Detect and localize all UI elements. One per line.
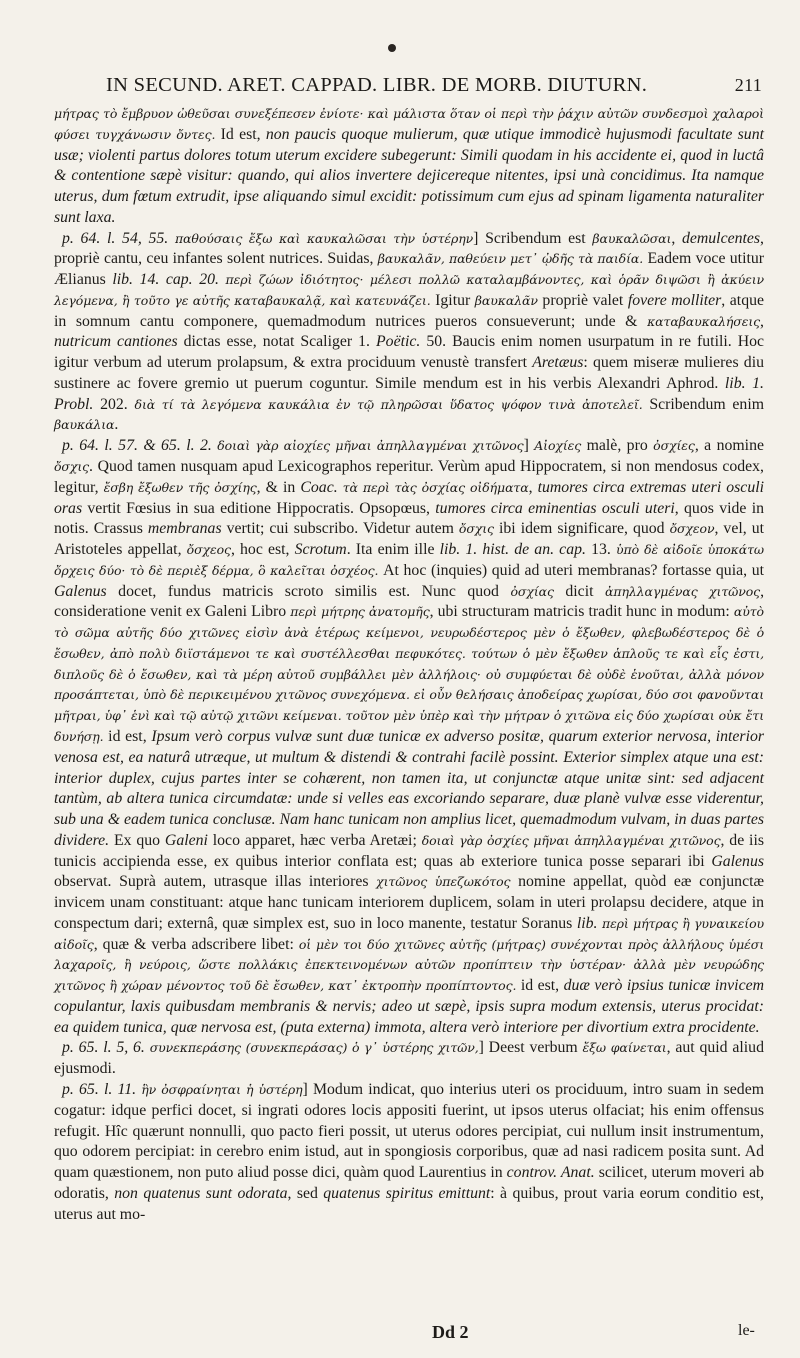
greek-quotation: αὐτὸ τὸ σῶμα αὐτῆς δύο χιτῶνες εἰσὶν ἀνὰ ἑτέρως κείμενοι, νευρωδέστερος μὲν ὁ ἔξωθεν, φλεβωδέστερος δὲ ὁ ἔσωθεν, ἀπὸ πολὺ διϊστάμενοι τε καὶ συστέλλεσθαι πεφυκότες. τούτων ὁ μὲν ἔξωθεν ἁπλοῦς τε καὶ εἷς ἐστι, διπλοῦς δὲ ὁ ἔσωθεν, καὶ τὰ μέρη αὐτοῦ συμβάλλει μὲν ἀλλήλοις· οὐ συμφύεται δὲ οὐδὲ ἑνοῦται, ἀλλὰ μόνον προσάπτεται, ὑπὸ δὲ περικειμένου χιτῶνος συνεχόμενα. εἰ οὖν θελήσαις ἀποδείρας χωρίσαι, δύο σοι φανοῦνται μῆτραι, ὑφ᾽ ἑνὶ καὶ τῷ αὐτῷ χιτῶνι κείμεναι. τοῦτον μὲν ὑπὲρ καὶ τὴν μήτραν ὁ χιτῶνα εἰς δύο χωρίσαι οὐκ ἔτι δυνήσῃ. [54,604,764,744]
greek-quotation: ἣν ὀσφραίνηται ἡ ὑστέρη [141,1081,303,1097]
greek-quotation: ἔσβη ἔξωθεν τῆς ὀσχίης [103,479,257,495]
text-run: Eadem voce utitur Ælianus [54,250,765,289]
running-head [106,74,770,97]
annotation-paragraph [54,1080,764,1225]
italic-text: Galenus [711,852,764,870]
italic-text: p. 65. l. 11. [62,1080,142,1098]
text-run: , a nomine [694,437,764,455]
text-run: , quæ & verba adscribere libet: [93,935,299,953]
text-run [219,271,226,288]
text-run: ] [523,437,535,455]
text-run: . [114,416,119,434]
text-run: , consideratione venit ex Galeni Libro [54,582,765,621]
text-run: loco apparet, hæc verba Aretæi; [207,831,422,849]
italic-text: membranas [147,520,222,538]
text-run: 13. [585,541,616,559]
italic-text: Aretæus [532,354,584,372]
greek-quotation: βαυκάλια [54,417,115,433]
text-run: dicit [553,582,606,600]
italic-text: p. 65. l. 5, 6. [62,1039,150,1057]
commentary-text [54,104,764,1225]
greek-quotation: δοιαὶ γὰρ αἰοχίες μῆναι ἀπηλλαγμέναι χιτῶνος [217,438,524,454]
greek-quotation: ὑπεζωκότος [434,874,511,890]
greek-quotation: ὄσχις [458,521,494,537]
text-run: , ubi structuram matricis tradit hunc in modum: [429,603,734,621]
text-run: , de iis tunicis accipienda esse, ex quibus interior conflata est; quas ab exteriore tunica posse separari ibi [54,831,764,870]
greek-quotation: ἀπηλλαγμένας χιτῶνος [605,583,761,599]
text-run: ] Scribendum est [473,229,593,247]
greek-quotation: ὑπὸ δὲ αἰδοῖε ὑποκάτω ὄρχεις δύο· τὸ δὲ περιὲξ δέρμα, ὃ καλεῖται ὀσχέος. [54,542,765,578]
italic-text: controv. Anat. [506,1164,595,1182]
greek-quotation: ὀσχίες [653,438,695,454]
italic-text: Ipsum verò corpus vulvæ sunt duæ tunicæ ex adverso positæ, quarum exterior nervosa, interior venosa est, ea naturâ utræque, ut multum & distendi & contrahi facilè possint. Exterior simplex atque una est: interior duplex, cujus partes inter se cohærent, non tamen ita, ut conjunctæ atque unitæ sint: sed adjacent tantùm, ab altera tunica circumdatæ: unde si velles eas excoriando separare, duæ planè vulvæ esse viderentur, sub una & eadem tunica conclusæ. Nam hanc tunicam non amplius licet, quemadmodum vulvam, in duas partes dividere. [54,727,764,849]
greek-quotation: συνεκπεράσης (συνεκπεράσας) ὁ γ᾽ ὑστέρης χιτῶν, [149,1040,479,1056]
greek-quotation: περὶ ζώων ἰδιότητος· μέλεσι πολλῶ καταλαμβάνοντες, καὶ ὁρᾶν διψῶσι ἢ ἀκύειν λεγόμενα, ἢ τοῦτο γε αὐτῆς καταβαυκαλᾷ, καὶ κατευνάζει. [54,272,764,308]
text-run: malè, pro [581,437,654,455]
text-run: , hoc est, [230,541,295,559]
greek-quotation: βαυκαλᾶν, παθεύειν μετ᾽ ᾠδῆς τὰ παιδία. [377,251,644,267]
italic-text: duæ verò ipsius tunicæ invicem copulantur, laxis quibusdam membranis & nervis; adeo ut sæpè, ipsis supra modum extensis, uterus procidat: ea quidem tunica, quæ nervosa est, (puta externa) immota, altera verò interiore per divortium extra procidente. [54,977,764,1036]
text-run: dictas esse, notat Scaliger 1. [177,333,377,351]
text-run: 50. Baucis enim nomen usurpatum in re futili. Hoc igitur verbum ad uterum prolapsum, & extra prociduum venustè transfert [54,333,765,372]
text-run: vertit Fœsius in sua editione Hippocratis. Opsopœus, [82,499,436,517]
text-run: Scribendum enim [642,395,764,413]
text-run: : quem miseræ mulieres diu sustinere ac fovere gremio ut puerum coguntur. Simile mendum est in his verbis Alexandri Aphrod. [54,354,764,392]
text-run: , propriè cantu, ceu infantes solent nutrices. Suidas, [54,229,764,268]
greek-quotation: καταβαυκαλήσεις [647,313,761,329]
greek-quotation: ὀσχίας [510,583,554,599]
paragraph-continuation [54,104,764,229]
italic-text: p. 64. l. 54, 55. [62,229,175,247]
greek-quotation: Αἰοχίες [534,438,582,454]
italic-text: lib. 14. cap. 20. [112,271,219,289]
text-run: , [671,229,682,247]
italic-text: Galenus [54,582,107,600]
italic-text: nutricum cantiones [54,333,178,351]
italic-text: Scrotum [294,541,347,559]
greek-quotation: τὰ περὶ τὰς ὀσχίας οἰδήματα [342,479,529,495]
page-footer [0,1322,800,1350]
italic-text: tumores circa eminentias osculi uteri [435,499,675,517]
italic-text: lib. [576,914,598,932]
text-run: observat. Suprà autem, utrasque illas interiores [54,873,377,891]
annotation-paragraph [54,1038,764,1080]
text-run: propriè valet [537,291,628,309]
text-run: nomine appellat, quòd eæ conjunctæ invicem unam constituant: atque hanc tunicam interiorem duplicem, solam in uteri prolapsu decidere, atque in conspectum dari; externâ, quæ simplex est, suo in loco manente, testatur Soranus [54,873,764,932]
greek-quotation: βαυκαλῶσαι [592,230,672,246]
text-run: ibi idem significare, quod [493,520,670,538]
text-run: : à quibus, prout varia eorum conditio est, uterus aut mo- [54,1184,765,1223]
catchword: le- [738,1322,755,1339]
text-run: id est, [103,727,152,745]
text-run: 202. [93,395,135,413]
text-run: scilicet, uterum moveri ab odoratis, [54,1164,765,1202]
text-run: , quos vide in notis. Crassus [54,499,764,538]
greek-quotation: δοιαὶ γὰρ ὀσχίες μῆναι ἀπηλλαγμέναι χιτῶνος [421,832,721,848]
italic-text: quatenus spiritus emittunt [323,1184,491,1202]
italic-text: non quatenus sunt odorata [114,1184,288,1202]
greek-quotation: βαυκαλᾶν [474,292,538,308]
text-run: Id est, [215,125,266,143]
italic-text: Coac. [300,478,338,496]
text-run: , sed [287,1184,324,1202]
italic-text: Galeni [164,831,208,849]
greek-quotation: μήτρας τὸ ἔμβρυον ὠθεῦσαι συνεξέπεσεν ἐνίοτε· καὶ μάλιστα ὅταν οἱ περὶ τὴν ῥάχιν αὐτῶν συνδεσμοὶ χαλαροὶ φύσει τυγχάνωσιν ὄντες. [54,106,764,142]
annotation-paragraph [54,229,764,437]
italic-text: p. 64. l. 57. & 65. l. 2. [62,437,218,455]
greek-quotation: ἔξω φαίνεται [582,1040,667,1056]
text-run: , & in [256,478,301,496]
text-run: , aut quid aliud ejusmodi. [54,1039,764,1078]
italic-text: fovere molliter [627,291,722,309]
text-run: , atque in somnum cantu componere, quemadmodum nutrices pueros consueverunt; unde & [54,291,765,330]
text-run: . Ita enim ille [346,541,440,559]
greek-quotation: περὶ μήτρης ἀνατομῆς [290,604,430,620]
text-run: ] Modum indicat, quo interius uteri os prociduum, intro suam in sedem cogatur: idque perfici docet, si ingrati odores locis appositi fuerint, ut ipsos uterus olfaciat; his enim offensus refugit. Hîc quærunt nonnulli, quo pacto fieri possit, ut uterus odores percipiat, cui nullum insit instrumentum, quo odorem percipiat: in cerebro enim istud, aut in spongiosis corporibus, quæ ad nasi radicem posita sunt. Ad quam quæstionem, non puto aliud posse dici, quàm quod Laurentius in [54,1080,764,1182]
printer-signature: Dd 2 [432,1322,469,1342]
text-run: docet, fundus matricis scroto similis est. Nunc quod [106,582,511,600]
text-run: Igitur [430,291,475,309]
running-title: IN SECUND. ARET. CAPPAD. LIBR. DE MORB. DIUTURN. [106,74,648,96]
greek-quotation: περὶ μήτρας ἢ γυναικείου αἰδοῖς [54,915,765,952]
text-run: , vel, ut Aristoteles appellat, [54,520,764,559]
text-run: vertit; cui subscribo. Videtur autem [221,520,459,538]
italic-text: lib. 1. Probl. [54,374,764,413]
text-run: At hoc (inquies) quid ad uteri membranas? fortasse quia, ut [378,561,764,579]
greek-quotation: χιτῶνος [376,874,428,890]
text-run: . Quod tamen nusquam apud Lexicographos reperitur. Verùm apud Hippocratem, si non mendosus codex, legitur, [54,458,764,496]
text-run: id est, [516,977,564,995]
greek-quotation: ὄσχις [54,459,90,475]
text-run: , [528,478,538,496]
italic-text: non paucis quoque mulierum, quæ utique immodicè hujusmodi facultate sunt usæ; violenti partus dolores totum uterum excidere subegerunt: Simili quodam in his accidente ei, quod in luctâ & contentione sæpè visitur: quando, qui alios invertere dejicereque nitentes, ipsi unà concidimus. Ita namque uterus, dum fœtum extrudit, ipse aliquando simul excidit: potissimum cum ejus ad spinam ligamenta naturaliter sunt laxa. [54,125,764,226]
italic-text: Poëtic. [376,333,421,351]
greek-quotation: ὄσχεον [669,521,715,537]
greek-quotation: διὰ τί τὰ λεγόμενα καυκάλια ἐν τῷ πληρῶσαι ὕδατος ψόφον τινὰ ἀποτελεῖ. [134,396,643,412]
greek-quotation: ὄσχεος [186,542,231,558]
annotation-paragraph [54,436,764,1038]
text-run: ] Deest verbum [478,1039,583,1057]
italic-text: tumores circa extremas uteri osculi oras [54,478,764,517]
greek-quotation: οἱ μὲν τοι δύο χιτῶνες αὐτῆς (μήτρας) συνέχονται πρὸς ἀλλήλους ὑμέσι λαχαροῖς, ἢ νεύροις, ὥστε πολλάκις ἐπεκτεινομένων αὐτῶν προπίπτειν τὴν ὑστέραν· ἀλλὰ μὲν νευρώδης χιτῶνος ἢ χώραν μένοντος τοῦ δὲ ἔσωθεν, κατ᾽ ἐκτροπὴν προπίπτοντος. [54,936,764,994]
ornament-dot [388,44,396,52]
italic-text: lib. 1. hist. de an. cap. [439,541,586,559]
greek-quotation: παθούσαις ἔξω καὶ καυκαλῶσαι τὴν ὑστέρην [174,230,474,246]
italic-text: demulcentes [681,229,761,247]
text-run: Ex quo [109,831,165,849]
page-number: 211 [734,75,762,95]
text-run: , [760,312,764,330]
text-run [427,873,435,890]
